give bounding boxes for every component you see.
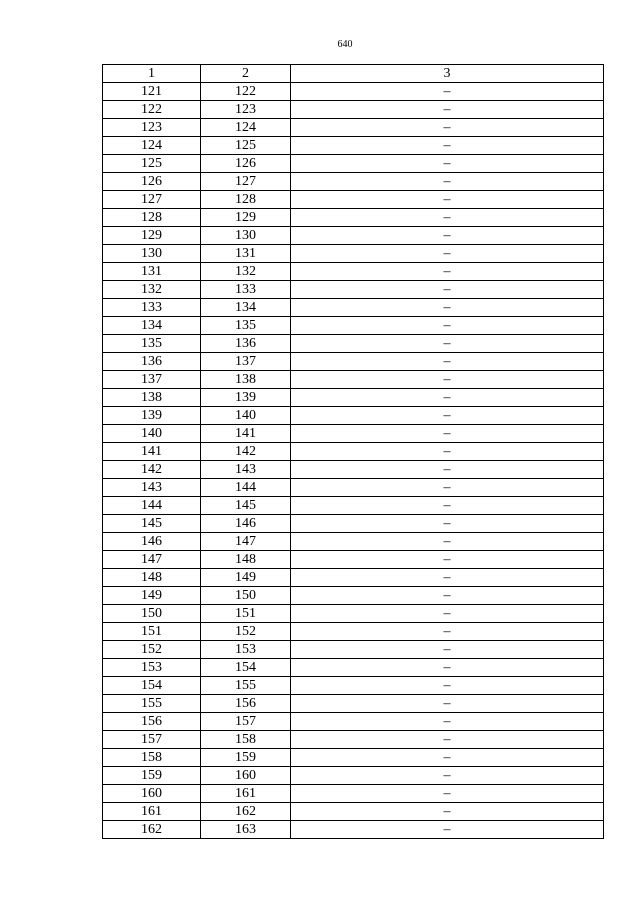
table-cell-col2: 147 [201,533,291,551]
table-cell-col3: – [291,353,604,371]
header-cell-col2: 2 [201,65,291,83]
table-cell-col1: 122 [103,101,201,119]
table-cell-col3: – [291,137,604,155]
table-row [103,551,604,569]
table-cell-col3: – [291,821,604,839]
table-cell-col2: 148 [201,551,291,569]
table-cell-col3: – [291,803,604,821]
table-cell-col2: 155 [201,677,291,695]
table-cell-col2: 127 [201,173,291,191]
table-cell-col3: – [291,461,604,479]
table-cell-col3: – [291,299,604,317]
table-cell-col2: 124 [201,119,291,137]
table-cell-col1: 131 [103,263,201,281]
table-cell-col3: – [291,119,604,137]
table-cell-col1: 162 [103,821,201,839]
table-cell-col3: – [291,515,604,533]
table-cell-col1: 158 [103,749,201,767]
table-row [103,317,604,335]
table-row [103,173,604,191]
table-cell-col1: 154 [103,677,201,695]
table-cell-col2: 136 [201,335,291,353]
table-row [103,389,604,407]
table-cell-col3: – [291,767,604,785]
table-cell-col2: 131 [201,245,291,263]
table-cell-col2: 132 [201,263,291,281]
table-cell-col2: 141 [201,425,291,443]
table-cell-col2: 146 [201,515,291,533]
table-cell-col3: – [291,785,604,803]
data-table [102,64,604,839]
table-cell-col3: – [291,551,604,569]
table-cell-col3: – [291,533,604,551]
table-cell-col2: 128 [201,191,291,209]
table-row [103,749,604,767]
table-cell-col3: – [291,191,604,209]
table-row [103,281,604,299]
table-cell-col1: 123 [103,119,201,137]
table-row [103,659,604,677]
table-cell-col3: – [291,155,604,173]
table-cell-col1: 151 [103,623,201,641]
table-cell-col3: – [291,443,604,461]
table-row [103,263,604,281]
table-cell-col1: 145 [103,515,201,533]
table-cell-col2: 162 [201,803,291,821]
table-row [103,767,604,785]
table-cell-col3: – [291,173,604,191]
table-row [103,479,604,497]
table-cell-col1: 141 [103,443,201,461]
table-body [103,83,604,839]
table-row [103,605,604,623]
table-cell-col1: 125 [103,155,201,173]
table-row [103,407,604,425]
table-row [103,623,604,641]
table-header [103,65,604,83]
table-cell-col2: 158 [201,731,291,749]
table-cell-col3: – [291,497,604,515]
table-row [103,119,604,137]
table-cell-col2: 153 [201,641,291,659]
table-row [103,641,604,659]
table-cell-col1: 149 [103,587,201,605]
table-cell-col1: 136 [103,353,201,371]
table-cell-col2: 122 [201,83,291,101]
table-cell-col3: – [291,731,604,749]
table-cell-col3: – [291,245,604,263]
table-row [103,821,604,839]
table-row [103,353,604,371]
table-cell-col1: 148 [103,569,201,587]
table-cell-col1: 155 [103,695,201,713]
table-row [103,371,604,389]
table-cell-col1: 127 [103,191,201,209]
table-cell-col1: 144 [103,497,201,515]
table-cell-col1: 160 [103,785,201,803]
table-row [103,785,604,803]
table-cell-col1: 134 [103,317,201,335]
table-cell-col2: 140 [201,407,291,425]
table-cell-col1: 132 [103,281,201,299]
table-cell-col1: 130 [103,245,201,263]
table-cell-col3: – [291,677,604,695]
table-cell-col1: 146 [103,533,201,551]
table-cell-col1: 142 [103,461,201,479]
table-cell-col2: 144 [201,479,291,497]
header-row [103,65,604,83]
table-cell-col3: – [291,371,604,389]
page-number: 640 [337,39,353,50]
table-cell-col2: 149 [201,569,291,587]
table-cell-col1: 139 [103,407,201,425]
table-cell-col1: 152 [103,641,201,659]
table-cell-col2: 125 [201,137,291,155]
table-row [103,209,604,227]
table-cell-col1: 143 [103,479,201,497]
table-cell-col3: – [291,209,604,227]
table-cell-col3: – [291,641,604,659]
table-cell-col1: 156 [103,713,201,731]
table-cell-col2: 133 [201,281,291,299]
table-row [103,461,604,479]
table-row [103,191,604,209]
table-cell-col3: – [291,479,604,497]
table-cell-col2: 130 [201,227,291,245]
table-cell-col1: 121 [103,83,201,101]
table-cell-col3: – [291,425,604,443]
table-cell-col3: – [291,407,604,425]
table-cell-col1: 138 [103,389,201,407]
table-cell-col2: 159 [201,749,291,767]
table-cell-col3: – [291,281,604,299]
table-cell-col2: 160 [201,767,291,785]
table-row [103,245,604,263]
table-row [103,155,604,173]
table-row [103,227,604,245]
table-cell-col3: – [291,659,604,677]
table-row [103,137,604,155]
table-row [103,425,604,443]
table-cell-col2: 145 [201,497,291,515]
table-cell-col3: – [291,263,604,281]
table-cell-col2: 129 [201,209,291,227]
table-cell-col2: 139 [201,389,291,407]
table-cell-col2: 161 [201,785,291,803]
table-cell-col2: 123 [201,101,291,119]
table-row [103,695,604,713]
table-cell-col3: – [291,335,604,353]
table-cell-col1: 128 [103,209,201,227]
table-cell-col2: 163 [201,821,291,839]
table-cell-col1: 133 [103,299,201,317]
table-row [103,587,604,605]
table-cell-col3: – [291,623,604,641]
table-cell-col2: 137 [201,353,291,371]
table-cell-col3: – [291,749,604,767]
table-cell-col1: 129 [103,227,201,245]
table-row [103,515,604,533]
table-row [103,443,604,461]
table-cell-col1: 153 [103,659,201,677]
table-cell-col2: 156 [201,695,291,713]
table-cell-col1: 159 [103,767,201,785]
table-cell-col1: 137 [103,371,201,389]
table-row [103,83,604,101]
table-cell-col1: 135 [103,335,201,353]
table-row [103,533,604,551]
table-cell-col2: 143 [201,461,291,479]
table-cell-col2: 134 [201,299,291,317]
table-cell-col3: – [291,317,604,335]
table-row [103,299,604,317]
table-cell-col2: 152 [201,623,291,641]
table-row [103,713,604,731]
table-row [103,731,604,749]
header-cell-col3: 3 [291,65,604,83]
table-row [103,497,604,515]
table-cell-col3: – [291,587,604,605]
table-cell-col3: – [291,83,604,101]
table-cell-col2: 157 [201,713,291,731]
table-cell-col3: – [291,389,604,407]
table-row [103,677,604,695]
table-cell-col2: 142 [201,443,291,461]
table-cell-col2: 150 [201,587,291,605]
table-row [103,335,604,353]
table-cell-col1: 161 [103,803,201,821]
table-row [103,569,604,587]
table-cell-col1: 126 [103,173,201,191]
table-cell-col2: 151 [201,605,291,623]
table-cell-col2: 138 [201,371,291,389]
header-cell-col1: 1 [103,65,201,83]
table-cell-col1: 150 [103,605,201,623]
table-row [103,101,604,119]
table-cell-col3: – [291,605,604,623]
table-cell-col3: – [291,101,604,119]
table-row [103,803,604,821]
table-cell-col2: 126 [201,155,291,173]
table-cell-col3: – [291,713,604,731]
table-cell-col3: – [291,569,604,587]
table-cell-col2: 135 [201,317,291,335]
table-cell-col1: 147 [103,551,201,569]
table-cell-col1: 140 [103,425,201,443]
table-cell-col3: – [291,695,604,713]
table-cell-col2: 154 [201,659,291,677]
table-cell-col1: 124 [103,137,201,155]
table-cell-col1: 157 [103,731,201,749]
table-cell-col3: – [291,227,604,245]
